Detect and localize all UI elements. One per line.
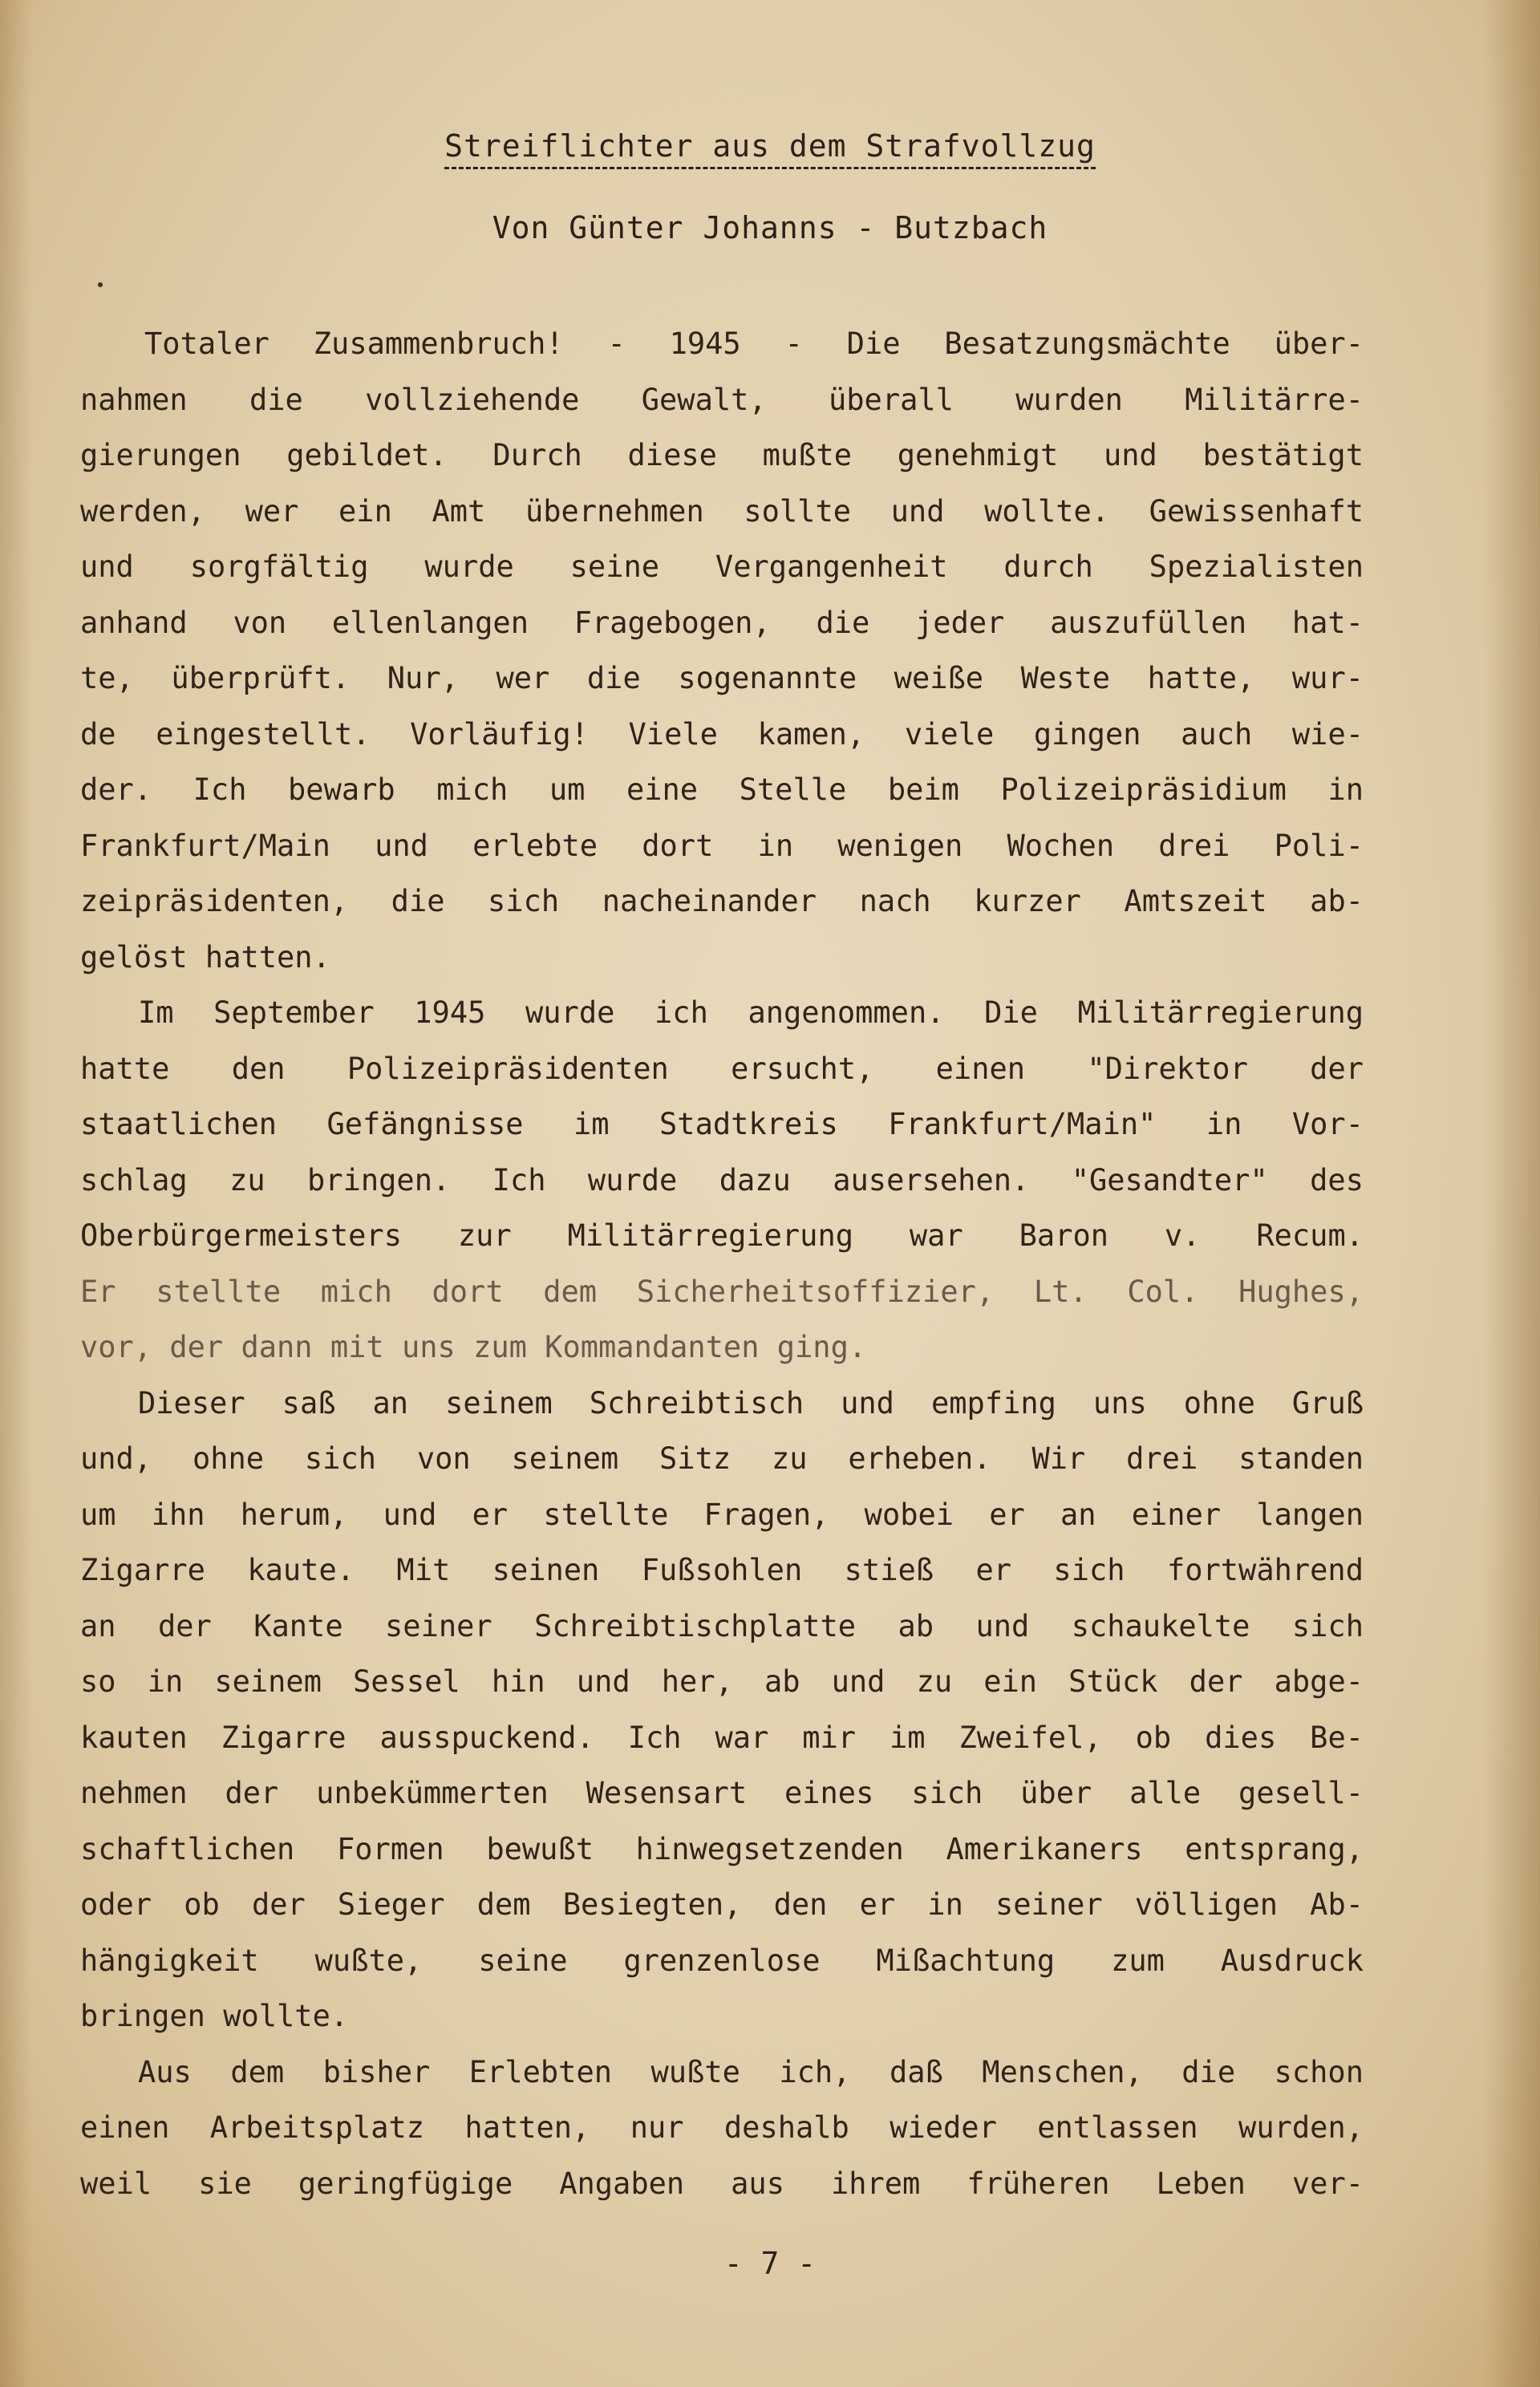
page-left-shadow	[0, 0, 32, 2387]
text-line: oder ob der Sieger dem Besiegten, den er in seiner völligen Ab-	[80, 1887, 1364, 1922]
text-line: an der Kante seiner Schreibtischplatte ab und schaukelte sich	[80, 1608, 1364, 1643]
text-line: Oberbürgermeisters zur Militärregierung war Baron v. Recum.	[80, 1218, 1364, 1253]
text-line: werden, wer ein Amt übernehmen sollte und wollte. Gewissenhaft	[80, 493, 1364, 529]
document-title-text: Streiflichter aus dem Strafvollzug	[444, 128, 1096, 169]
text-line: um ihn herum, und er stellte Fragen, wobei er an einer langen	[80, 1497, 1364, 1532]
text-line: einen Arbeitsplatz hatten, nur deshalb wieder entlassen wurden,	[80, 2110, 1364, 2145]
text-line: zeipräsidenten, die sich nacheinander nach kurzer Amtszeit ab-	[80, 884, 1364, 918]
body-text	[80, 316, 1364, 2211]
text-line: Im September 1945 wurde ich angenommen. Die Militärregierung	[138, 995, 1364, 1030]
text-line: der. Ich bewarb mich um eine Stelle beim Polizeipräsidium in	[80, 772, 1364, 807]
text-line: gierungen gebildet. Durch diese mußte genehmigt und bestätigt	[80, 438, 1364, 472]
text-line: Aus dem bisher Erlebten wußte ich, daß Menschen, die schon	[138, 2054, 1364, 2089]
text-line: Zigarre kaute. Mit seinen Fußsohlen stieß er sich fortwährend	[80, 1553, 1364, 1587]
text-line: und sorgfältig wurde seine Vergangenheit durch Spezialisten	[80, 549, 1364, 584]
text-line: de eingestellt. Vorläufig! Viele kamen, viele gingen auch wie-	[80, 716, 1364, 752]
text-line: und, ohne sich von seinem Sitz zu erheben. Wir drei standen	[80, 1441, 1364, 1476]
text-line: Er stellte mich dort dem Sicherheitsoffizier, Lt. Col. Hughes,	[80, 1274, 1364, 1309]
text-line: gelöst hatten.	[80, 939, 330, 975]
page-edge-shadow	[1484, 0, 1540, 2387]
text-line: staatlichen Gefängnisse im Stadtkreis Frankfurt/Main" in Vor-	[80, 1107, 1364, 1141]
text-line: anhand von ellenlangen Fragebogen, die jeder auszufüllen hat-	[80, 605, 1364, 640]
author-line: Von Günter Johanns - Butzbach	[492, 210, 1048, 245]
text-line: vor, der dann mit uns zum Kommandanten ging.	[80, 1330, 867, 1364]
text-line: nahmen die vollziehende Gewalt, überall wurden Militärre-	[80, 382, 1364, 417]
text-line: kauten Zigarre ausspuckend. Ich war mir im Zweifel, ob dies Be-	[80, 1720, 1364, 1755]
text-line: so in seinem Sessel hin und her, ab und zu ein Stück der abge-	[80, 1664, 1364, 1699]
text-line: hängigkeit wußte, seine grenzenlose Mißachtung zum Ausdruck	[80, 1943, 1364, 1978]
text-line: Dieser saß an seinem Schreibtisch und empfing uns ohne Gruß	[138, 1385, 1364, 1420]
text-line: Frankfurt/Main und erlebte dort in wenigen Wochen drei Poli-	[80, 828, 1364, 863]
text-line: hatte den Polizeipräsidenten ersucht, einen "Direktor der	[80, 1051, 1364, 1086]
text-line: bringen wollte.	[80, 1999, 349, 2033]
text-line: weil sie geringfügige Angaben aus ihrem früheren Leben ver-	[80, 2166, 1364, 2201]
page-number: - 7 -	[723, 2246, 817, 2281]
text-line: nehmen der unbekümmerten Wesensart eines sich über alle gesell-	[80, 1776, 1364, 1810]
document-title	[0, 128, 1540, 164]
text-line: Totaler Zusammenbruch! - 1945 - Die Besatzungsmächte über-	[144, 326, 1364, 361]
text-line: schaftlichen Formen bewußt hinwegsetzenden Amerikaners entsprang,	[80, 1831, 1364, 1866]
text-line: schlag zu bringen. Ich wurde dazu ausersehen. "Gesandter" des	[80, 1162, 1364, 1198]
text-line: te, überprüft. Nur, wer die sogenannte weiße Weste hatte, wur-	[80, 661, 1364, 695]
ink-speck	[98, 282, 103, 287]
